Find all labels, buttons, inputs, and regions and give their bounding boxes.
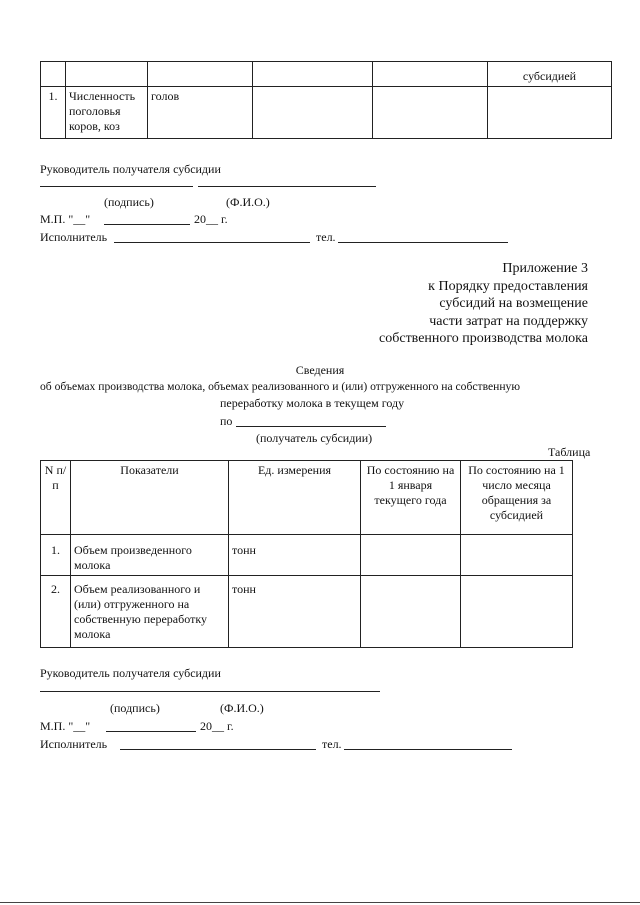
tel-line bbox=[338, 242, 508, 243]
appendix-line: собственного производства молока bbox=[379, 331, 588, 346]
row-unit: тонн bbox=[229, 535, 361, 576]
signature-line-2 bbox=[40, 691, 380, 692]
executor-label: Исполнитель bbox=[40, 230, 108, 244]
table-row bbox=[41, 87, 612, 139]
sign-label: (подпись) bbox=[104, 195, 154, 209]
row-number: 1. bbox=[41, 535, 71, 576]
stamp-date-2: М.П. "__" bbox=[40, 719, 91, 733]
executor-line bbox=[114, 242, 310, 243]
page-bottom-rule bbox=[0, 902, 640, 903]
tel-label-2: тел. bbox=[322, 737, 342, 751]
date-line-2 bbox=[106, 731, 196, 732]
by-label: по bbox=[220, 414, 233, 428]
top-table bbox=[40, 61, 612, 139]
sign-label-2: (подпись) bbox=[110, 701, 160, 715]
header-indicator: Показатели bbox=[71, 461, 229, 535]
tel-line-2 bbox=[344, 749, 512, 750]
row-unit: голов bbox=[148, 87, 253, 139]
appendix-line: к Порядку предоставления bbox=[428, 278, 588, 294]
row-number: 2. bbox=[41, 576, 71, 648]
appendix-line: субсидий на возмещение bbox=[439, 296, 588, 311]
appendix-line: Приложение 3 bbox=[502, 261, 588, 276]
name-label: (Ф.И.О.) bbox=[226, 195, 270, 209]
form-subtitle: об объемах производства молока, объемах реализованного и (или) отгруженного на собственную bbox=[40, 380, 520, 393]
table-row bbox=[41, 535, 573, 576]
signature-line bbox=[40, 186, 193, 187]
row-number: 1. bbox=[41, 87, 66, 139]
recipient-line bbox=[236, 426, 386, 427]
signature-head: Руководитель получателя субсидии bbox=[40, 162, 221, 176]
appendix-line: части затрат на поддержку bbox=[429, 313, 588, 329]
header-month: По состоянию на 1 число месяца обращения за субсидией bbox=[461, 461, 573, 535]
year: 20__ г. bbox=[194, 212, 228, 226]
table-row bbox=[41, 576, 573, 648]
date-line bbox=[104, 224, 190, 225]
main-table bbox=[40, 460, 573, 648]
executor-label-2: Исполнитель bbox=[40, 737, 108, 751]
row-indicator: Объем реализованного и (или) отгруженного на собственную переработку молока bbox=[71, 576, 229, 648]
recipient-label: (получатель субсидии) bbox=[256, 431, 373, 445]
signature-head-2: Руководитель получателя субсидии bbox=[40, 666, 221, 680]
name-line bbox=[198, 186, 376, 187]
table-label: Таблица bbox=[548, 445, 591, 459]
appendix-block bbox=[288, 260, 588, 348]
header-unit: Ед. измерения bbox=[229, 461, 361, 535]
stamp-date: М.П. "__" bbox=[40, 212, 91, 226]
header-jan: По состоянию на 1 января текущего года bbox=[361, 461, 461, 535]
executor-line-2 bbox=[120, 749, 316, 750]
row-indicator: Объем произведенного молока bbox=[71, 535, 229, 576]
form-subtitle-2: переработку молока в текущем году bbox=[220, 396, 405, 410]
tel-label: тел. bbox=[316, 230, 336, 244]
top-table-header-row bbox=[41, 62, 612, 87]
name-label-2: (Ф.И.О.) bbox=[220, 701, 264, 715]
main-table-header bbox=[41, 461, 573, 535]
row-indicator: Численность поголовья коров, коз bbox=[66, 87, 148, 139]
form-title: Сведения bbox=[295, 363, 345, 377]
row-unit: тонн bbox=[229, 576, 361, 648]
header-num: N п/п bbox=[41, 461, 71, 535]
year-2: 20__ г. bbox=[200, 719, 234, 733]
header-subsidy: субсидией bbox=[488, 62, 612, 87]
